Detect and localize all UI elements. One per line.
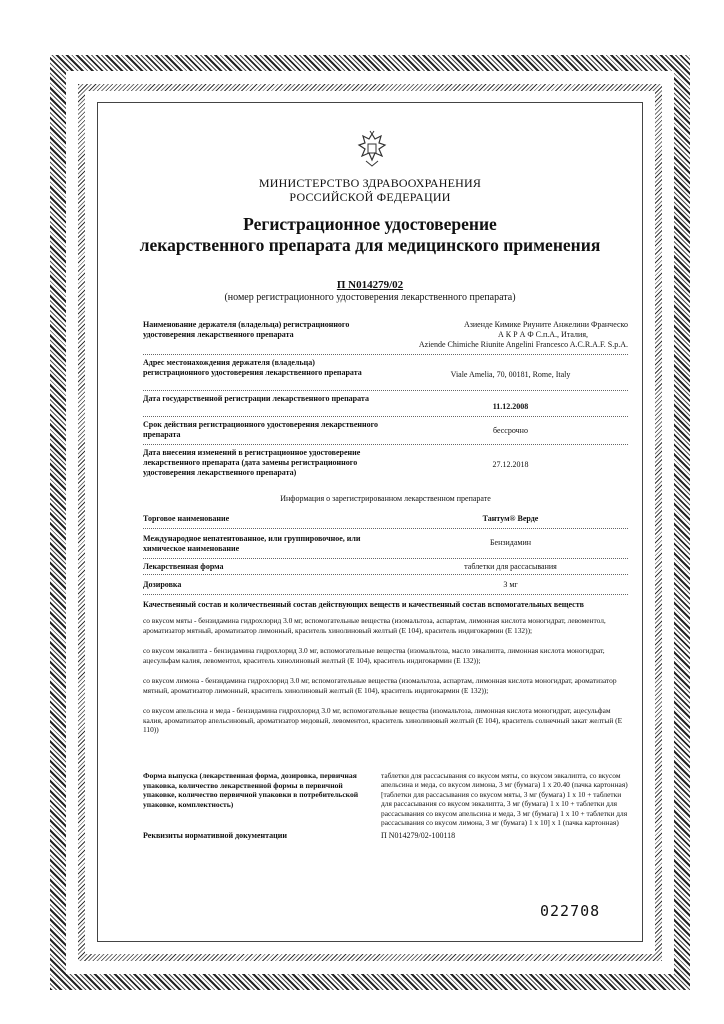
title-line-2: лекарственного препарата для медицинского применения	[139, 235, 601, 255]
holder-name-short: А К Р А Ф С.п.А., Италия,	[498, 330, 588, 339]
divider	[143, 528, 628, 529]
changes-date-row	[143, 448, 628, 488]
divider	[143, 390, 628, 391]
title-line-1: Регистрационное удостоверение	[243, 214, 497, 234]
validity-label: Срок действия регистрационного удостоверения лекарственного препарата	[143, 420, 379, 439]
validity-value: бессрочно	[493, 426, 528, 435]
serial-number: 022708	[540, 902, 601, 920]
holder-address-label: Адрес местонахождения держателя (владельца) регистрационного удостоверения лекарственного препарата	[143, 358, 362, 377]
composition-mint: со вкусом мяты - бензидамина гидрохлорид 3.0 мг, вспомогательные вещества (изомальтоза, аспартам, лимонная кислота моногидрат, левоментол, ароматизатор мятный, ароматизатор лимонный, краситель хинолиновый желтый (Е 104), краситель индигокармин (Е 132));	[143, 616, 606, 635]
dosage-value: 3 мг	[503, 580, 518, 589]
registration-date-value: 11.12.2008	[492, 402, 529, 411]
registration-number: П N014279/02	[336, 279, 404, 291]
inn-label: Международное непатентованное, или группировочное, или химическое наименование	[143, 534, 361, 553]
composition-eucalyptus: со вкусом эвкалипта - бензидамина гидрохлорид 3.0 мг, вспомогательные вещества (изомальтоза, масло эвкалипта, лимонная кислота моногидрат, ацесульфам калия, левоментол, краситель хинолиновый желтый (Е 104), краситель индигокармин (Е 132));	[143, 646, 605, 665]
registration-date-label: Дата государственной регистрации лекарственного препарата	[143, 394, 369, 403]
inn-value: Бензидамин	[489, 538, 532, 547]
ministry-heading	[220, 176, 520, 204]
divider	[143, 574, 628, 575]
normative-doc-value: П N014279/02-100118	[381, 831, 456, 840]
divider	[143, 594, 628, 595]
holder-name-label: Наименование держателя (владельца) регистрационного удостоверения лекарственного препарата	[143, 320, 350, 339]
release-form-label: Форма выпуска (лекарственная форма, дозировка, первичная упаковка, количество лекарственной формы в первичной упаковке, количество первичной упаковки в потребительской упаковке, комплектность)	[143, 771, 359, 809]
ministry-line-1: МИНИСТЕРСТВО ЗДРАВООХРАНЕНИЯ	[258, 176, 482, 190]
composition-heading: Качественный состав и количественный состав действующих веществ и качественный состав вспомогательных веществ	[143, 600, 584, 609]
dosage-label: Дозировка	[143, 580, 182, 589]
holder-name-row	[143, 320, 628, 350]
holder-name-ru: Азиенде Кимике Риуните Анжелини Франческо	[463, 320, 628, 329]
composition-lemon: со вкусом лимона - бензидамина гидрохлорид 3.0 мг, вспомогательные вещества (изомальтоза, аспартам, лимонная кислота моногидрат, ароматизатор мятный, ароматизатор лимонный, краситель хинолиновый желтый (Е 104), краситель индигокармин (Е 132));	[143, 676, 617, 695]
changes-date-label: Дата внесения изменений в регистрационное удостоверение лекарственного препарата (дата замены регистрационного удостоверения лекарственного препарата)	[143, 448, 361, 477]
coat-of-arms-emblem-icon	[355, 130, 389, 170]
release-form-value: таблетки для рассасывания со вкусом мяты, со вкусом эвкалипта, со вкусом апельсина и меда, со вкусом лимона, 3 мг (бумага) 1 х 20.40 (пачка картонная) [таблетки для рассасывания со вкусом мяты, 3 мг (бумага) 1 х 10 + таблетки для рассасывания со вкусом эвкалипта, 3 мг (бумага) 1 х 10 + таблетки для рассасывания со вкусом апельсина и меда, 3 мг (бумага) 1 х 10 + таблетки для рассасывания со вкусом лимона, 3 мг (бумага) 1 х 10] х 1 (пачка картонная)	[381, 771, 628, 828]
dosage-form-value: таблетки для рассасывания	[464, 562, 557, 571]
divider	[143, 354, 628, 355]
composition-orange-honey: со вкусом апельсина и меда - бензидамина гидрохлорид 3.0 мг, вспомогательные вещества (изомальтоза, лимонная кислота моногидрат, ацесульфам калия, ароматизатор апельсиновый, ароматизатор медовый, левоментол, краситель хинолиновый желтый (Е 104), краситель солнечный закат желтый (Е 110))	[143, 706, 623, 735]
info-heading: Информация о зарегистрированном лекарственном препарате	[280, 494, 491, 503]
inn-row	[143, 534, 628, 556]
normative-doc-label: Реквизиты нормативной документации	[143, 831, 287, 840]
registration-number-caption: (номер регистрационного удостоверения лекарственного препарата)	[224, 292, 516, 303]
holder-name-value	[393, 320, 628, 350]
changes-date-value: 27.12.2018	[492, 460, 529, 469]
registration-date-row	[143, 394, 628, 414]
holder-address-row	[143, 358, 628, 388]
divider	[143, 558, 628, 559]
divider	[143, 416, 628, 417]
validity-row	[143, 420, 628, 442]
holder-address-value: Viale Amelia, 70, 00181, Rome, Italy	[450, 370, 571, 379]
trade-name-value: Тантум® Верде	[482, 514, 539, 523]
ministry-line-2: РОССИЙСКОЙ ФЕДЕРАЦИИ	[289, 190, 451, 204]
dosage-form-label: Лекарственная форма	[143, 562, 224, 571]
trade-name-label: Торговое наименование	[143, 514, 230, 523]
document-title	[120, 214, 620, 256]
holder-name-lat: Aziende Chimiche Riunite Angelini Francesco A.C.R.A.F. S.p.A.	[418, 340, 628, 349]
divider	[143, 444, 628, 445]
